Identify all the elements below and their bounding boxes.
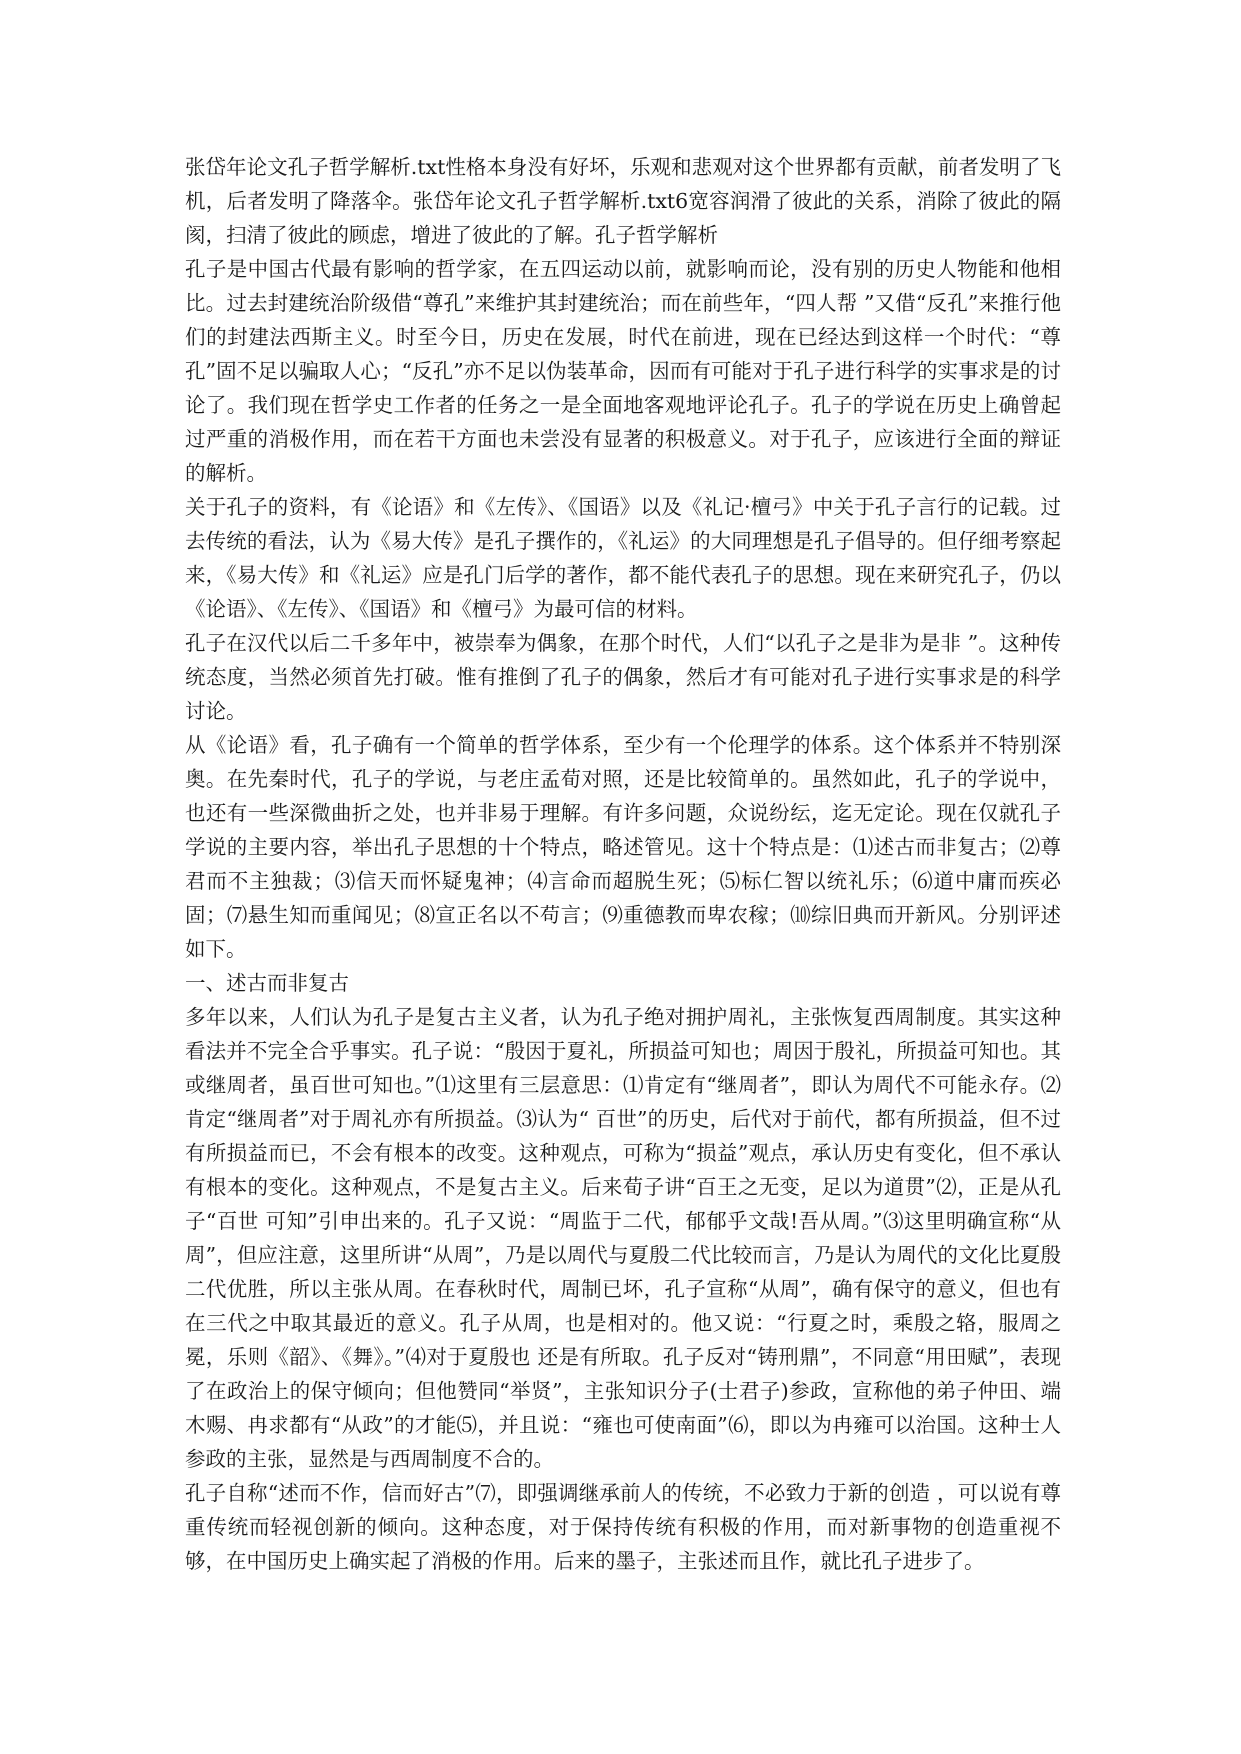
body-paragraph: 孔子是中国古代最有影响的哲学家，在五四运动以前，就影响而论，没有别的历史人物能和他相比。过去封建统治阶级借“尊孔”来维护其封建统治；而在前些年，“四人帮 ”又借“反孔”来推行他们的封建法西斯主义。时至今日，历史在发展，时代在前进，现在已经达到这样一个时代：“尊孔”固不足以骗取人心；“反孔”亦不足以伪装革命，因而有可能对于孔子进行科学的实事求是的讨论了。我们现在哲学史工作者的任务之一是全面地客观地评论孔子。孔子的学说在历史上确曾起过严重的消极作用，而在若干方面也未尝没有显著的积极意义。对于孔子，应该进行全面的辩证的解析。 xyxy=(185,257,1061,485)
intro-paragraph: 张岱年论文孔子哲学解析.txt性格本身没有好坏，乐观和悲观对这个世界都有贡献，前者发明了飞机，后者发明了降落伞。张岱年论文孔子哲学解析.txt6宽容润滑了彼此的关系，消除了彼此的隔阂，扫清了彼此的顾虑，增进了彼此的了解。孔子哲学解析 xyxy=(185,155,1061,247)
body-paragraph: 从《论语》看，孔子确有一个简单的哲学体系，至少有一个伦理学的体系。这个体系并不特别深奥。在先秦时代，孔子的学说，与老庄孟荀对照，还是比较简单的。虽然如此，孔子的学说中，也还有一些深微曲折之处，也并非易于理解。有许多问题，众说纷纭，迄无定论。现在仅就孔子学说的主要内容，举出孔子思想的十个特点，略述管见。这十个特点是：⑴述古而非复古；⑵尊君而不主独裁；⑶信天而怀疑鬼神；⑷言命而超脱生死；⑸标仁智以统礼乐；⑹道中庸而疾必固；⑺悬生知而重闻见；⑻宣正名以不苟言；⑼重德教而卑农稼；⑽综旧典而开新风。分别评述如下。 xyxy=(185,733,1061,961)
body-paragraph: 孔子在汉代以后二千多年中，被崇奉为偶象，在那个时代，人们“以孔子之是非为是非 ”。这种传统态度，当然必须首先打破。惟有推倒了孔子的偶象，然后才有可能对孔子进行实事求是的科学讨论。 xyxy=(185,631,1061,723)
body-paragraph: 关于孔子的资料，有《论语》和《左传》、《国语》以及《礼记·檀弓》中关于孔子言行的记载。过去传统的看法，认为《易大传》是孔子撰作的，《礼运》的大同理想是孔子倡导的。但仔细考察起来，《易大传》和《礼运》应是孔门后学的著作，都不能代表孔子的思想。现在来研究孔子，仍以《论语》、《左传》、《国语》和《檀弓》为最可信的材料。 xyxy=(185,495,1061,621)
body-paragraph: 孔子自称“述而不作，信而好古”⑺，即强调继承前人的传统，不必致力于新的创造 ，可以说有尊重传统而轻视创新的倾向。这种态度，对于保持传统有积极的作用，而对新事物的创造重视不够，在中国历史上确实起了消极的作用。后来的墨子，主张述而且作，就比孔子进步了。 xyxy=(185,1481,1061,1573)
document-page xyxy=(185,150,1061,1578)
body-paragraph: 多年以来，人们认为孔子是复古主义者，认为孔子绝对拥护周礼，主张恢复西周制度。其实这种看法并不完全合乎事实。孔子说：“殷因于夏礼，所损益可知也；周因于殷礼，所损益可知也。其或继周者，虽百世可知也。”⑴这里有三层意思：⑴肯定有“继周者”，即认为周代不可能永存。⑵肯定“继周者”对于周礼亦有所损益。⑶认为“ 百世”的历史，后代对于前代，都有所损益，但不过有所损益而已，不会有根本的改变。这种观点，可称为“损益”观点，承认历史有变化，但不承认有根本的变化。这种观点，不是复古主义。后来荀子讲“百王之无变，足以为道贯”⑵，正是从孔子“百世 可知”引申出来的。孔子又说：“周监于二代，郁郁乎文哉!吾从周。”⑶这里明确宣称“从周”，但应注意，这里所讲“从周”，乃是以周代与夏殷二代比较而言，乃是认为周代的文化比夏殷二代优胜，所以主张从周。在春秋时代，周制已坏，孔子宣称“从周”，确有保守的意义，但也有在三代之中取其最近的意义。孔子从周，也是相对的。他又说：“行夏之时，乘殷之辂，服周之冕，乐则《韶》、《舞》。”⑷对于夏殷也 还是有所取。孔子反对“铸刑鼎”，不同意“用田赋”，表现了在政治上的保守倾向；但他赞同“举贤”，主张知识分子(士君子)参政，宣称他的弟子仲田、端木赐、冉求都有“从政”的才能⑸，并且说：“雍也可使南面”⑹，即以为冉雍可以治国。这种士人参政的主张，显然是与西周制度不合的。 xyxy=(185,1005,1061,1471)
section-heading: 一、述古而非复古 xyxy=(185,971,349,995)
